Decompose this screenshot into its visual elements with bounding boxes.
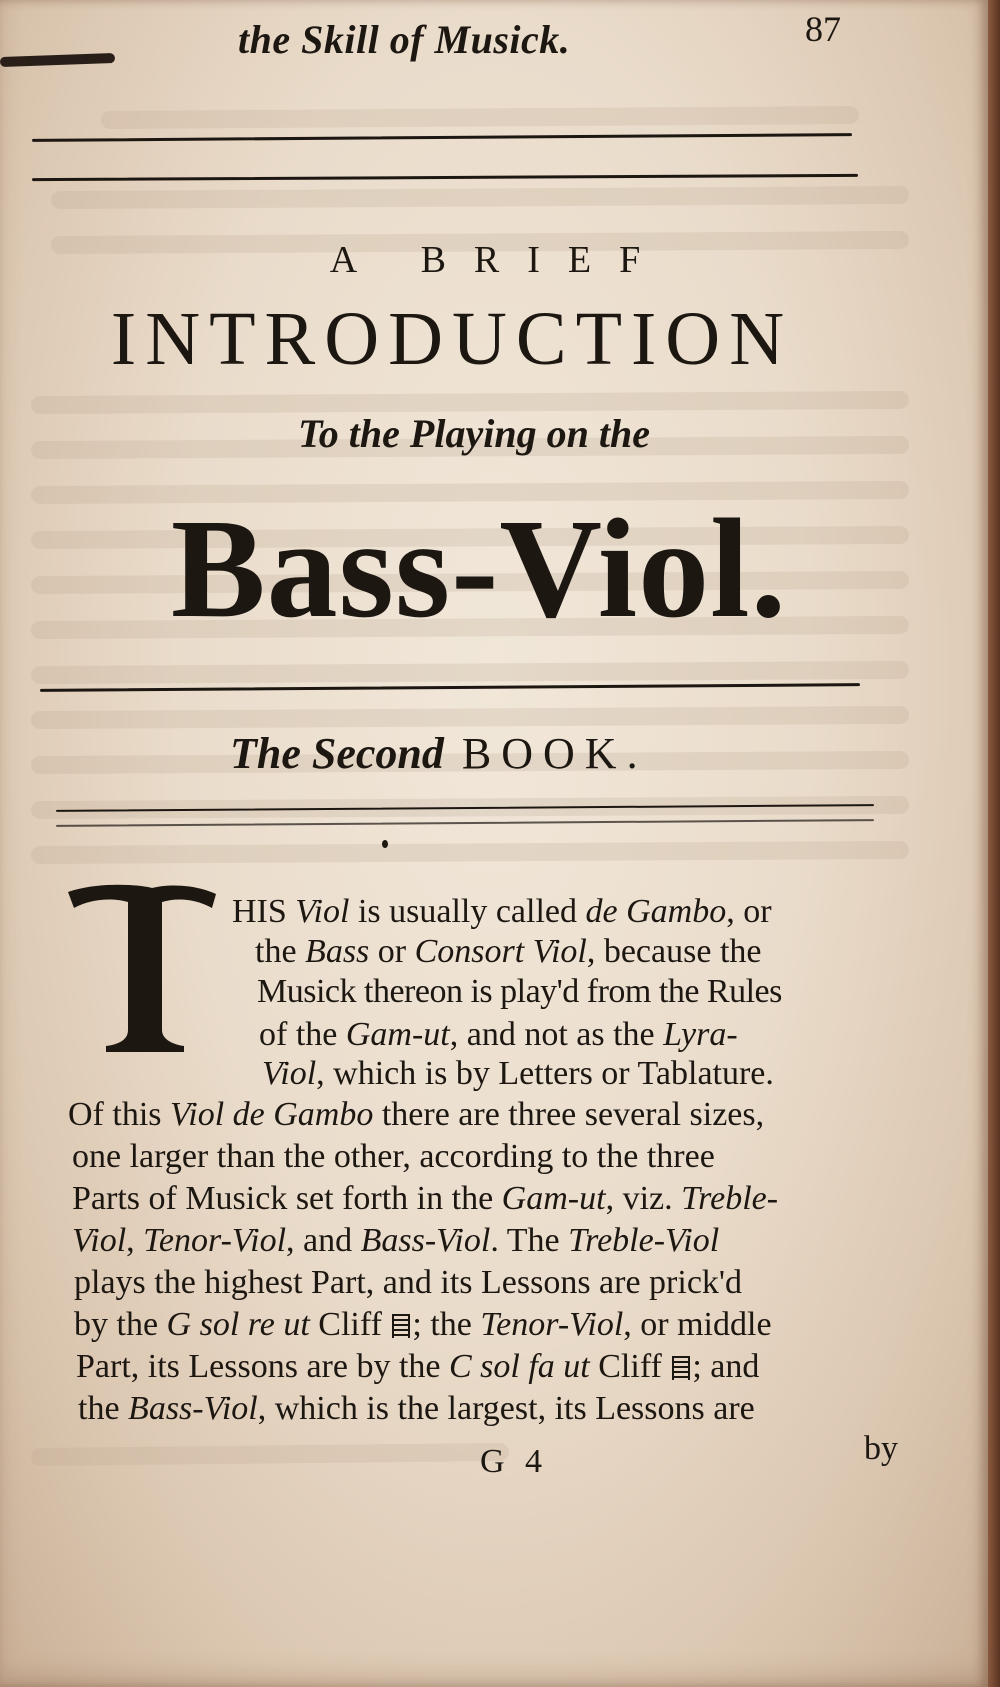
body-line-11: by the G sol re ut Cliff ; the Tenor-Viol, or middle — [74, 1306, 772, 1343]
body-line-13: the Bass-Viol, which is the largest, its Lessons are — [78, 1390, 755, 1427]
body-line-1: HIS Viol is usually called de Gambo, or — [232, 893, 772, 930]
body-line-9: Viol, Tenor-Viol, and Bass-Viol. The Treble-Viol — [72, 1222, 720, 1259]
body-line-7: one larger than the other, according to the three — [72, 1138, 715, 1175]
body-line-5: Viol, which is by Letters or Tablature. — [262, 1055, 774, 1092]
running-head: the Skill of Musick. — [238, 17, 571, 62]
title-line-a-brief: A BRIEF — [329, 239, 669, 281]
catchword: by — [864, 1430, 898, 1467]
body-line-10: plays the highest Part, and its Lessons are prick'd — [74, 1264, 743, 1301]
drop-cap-letter — [66, 878, 218, 1053]
title-line-bass-viol: Bass-Viol. — [170, 489, 788, 647]
page-edge — [988, 0, 1000, 1687]
book-heading — [230, 728, 648, 779]
body-line-2: the Bass or Consort Viol, because the — [255, 933, 762, 970]
body-line-8: Parts of Musick set forth in the Gam-ut, viz. Treble- — [72, 1180, 779, 1217]
book-heading-the-second: The Second — [230, 729, 444, 778]
book-heading-book: BOOK. — [461, 729, 648, 778]
body-line-4: of the Gam-ut, and not as the Lyra- — [259, 1016, 738, 1053]
ornament-dot — [382, 840, 388, 848]
page-number: 87 — [805, 9, 841, 49]
body-line-12: Part, its Lessons are by the C sol fa ut Cliff ; and — [76, 1348, 760, 1385]
c-cliff-icon — [672, 1356, 690, 1380]
body-line-3: Musick thereon is play'd from the Rules — [257, 973, 782, 1010]
title-line-to-the-playing: To the Playing on the — [298, 411, 650, 456]
g-cliff-icon — [392, 1314, 410, 1338]
signature-mark: G 4 — [480, 1443, 549, 1480]
title-line-introduction: INTRODUCTION — [110, 297, 794, 381]
body-line-6: Of this Viol de Gambo there are three several sizes, — [68, 1096, 765, 1133]
